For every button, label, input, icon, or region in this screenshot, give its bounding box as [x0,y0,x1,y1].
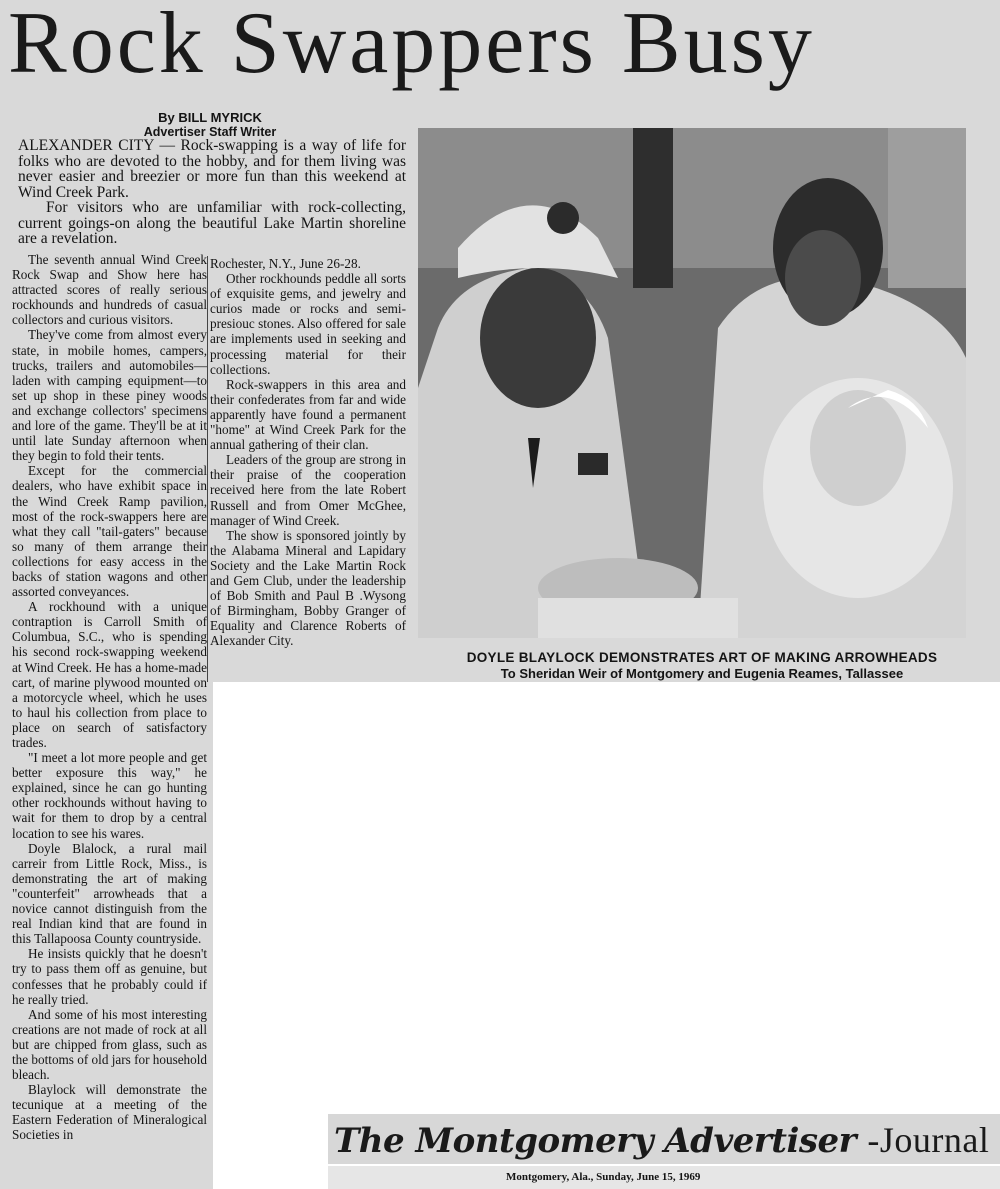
article-column-left [12,252,207,1143]
paragraph: And some of his most interesting creations are not made of rock at all but are chipped from glass, such as the bottoms of old jars for household bleach. [12,1006,207,1083]
photo-illustration [418,128,966,638]
lead-paragraph: For visitors who are unfamiliar with rock-collecting, current goings-on along the beautiful Lake Martin shoreline are a revelation. [18,199,406,247]
paragraph: Doyle Blalock, a rural mail carreir from Little Rock, Miss., is demonstrating the art of making "counterfeit" arrowheads that a novice cannot distinguish from the real Indian kind that are found in this Tallapoosa County countryside. [12,840,207,947]
masthead-name: The Montgomery Advertiser [334,1121,857,1161]
news-photo [418,128,966,638]
paragraph: "I meet a lot more people and get better exposure this way," he explained, since he can go hunting other rockhounds without having to wait for them to drop by a central location to see his wares. [12,750,207,841]
paragraph: He insists quickly that he doesn't try to pass them off as genuine, but confesses that he probably could if he really tried. [12,946,207,1007]
paragraph: Other rockhounds peddle all sorts of exquisite gems, and jewelry and curios made or rocks and semi-presiouc stones. Also offered for sale are implements used in seeking and processing material for their collections. [210,271,406,377]
masthead-title [334,1118,989,1163]
paragraph: They've come from almost every state, in mobile homes, campers, trucks, trailers and automobiles—laden with camping equipment—to set up shop in these piney woods and exchange collectors' specimens and lore of the game. They'll be at it until late Sunday afternoon when they begin to fold their tents. [12,327,207,464]
byline [80,110,340,140]
caption-sub: To Sheridan Weir of Montgomery and Eugenia Reames, Tallassee [500,666,904,681]
paragraph: Blaylock will demonstrate the tecunique at a meeting of the Eastern Federation of Mineralogical Societies in [12,1082,207,1143]
photo-caption [418,650,986,682]
article-column-right [210,256,406,648]
paragraph: The show is sponsored jointly by the Alabama Mineral and Lapidary Society and the Lake Martin Rock and Gem Club, under the leadership of Bob Smith and Paul B .Wysong of Birmingham, Bobby Granger of Equality and Clarence Roberts of Alexander City. [210,527,406,649]
paragraph: The seventh annual Wind Creek Rock Swap and Show here has attracted scores of really serious rockhounds and hundreds of casual collectors and curious visitors. [12,252,207,328]
paragraph: Except for the commercial dealers, who have exhibit space in the Wind Creek Ramp pavilion, most of the rock-swappers here are what they call "tail-gaters" because so many of them arrange their collections for easy access in the backs of station wagons and other assorted conveyances. [12,463,207,600]
paragraph: Rock-swappers in this area and their confederates from far and wide apparently have found a permanent "home" at Wind Creek Park for the annual gathering of their clan. [210,376,406,453]
lead-paragraph: ALEXANDER CITY — Rock-swapping is a way of life for folks who are devoted to the hobby, and for them living was never easier and breezier or more fun than this weekend at Wind Creek Park. [18,137,406,201]
lead-text [18,138,406,247]
masthead-suffix: -Journal [867,1120,990,1160]
column-divider [207,256,208,682]
byline-author: By BILL MYRICK [158,110,262,125]
paragraph: Leaders of the group are strong in their praise of the cooperation received here from the late Robert Russell and from Omer McGhee, manager of Wind Creek. [210,452,406,528]
byline-title: Advertiser Staff Writer [143,125,277,139]
caption-main: DOYLE BLAYLOCK DEMONSTRATES ART OF MAKING ARROWHEADS [466,650,938,665]
headline: Rock Swappers Busy [8,0,815,92]
paragraph: A rockhound with a unique contraption is Carroll Smith of Columbua, S.C., who is spending his second rock-swapping weekend at Wind Creek. He has a home-made cart, of marine plywood mounted on a motorcycle wheel, which he uses to haul his collection from place to place on search of satisfactory trades. [12,599,207,750]
dateline: Montgomery, Ala., Sunday, June 15, 1969 [328,1166,1000,1189]
masthead [328,1114,1000,1164]
paragraph: Rochester, N.Y., June 26-28. [210,256,361,271]
